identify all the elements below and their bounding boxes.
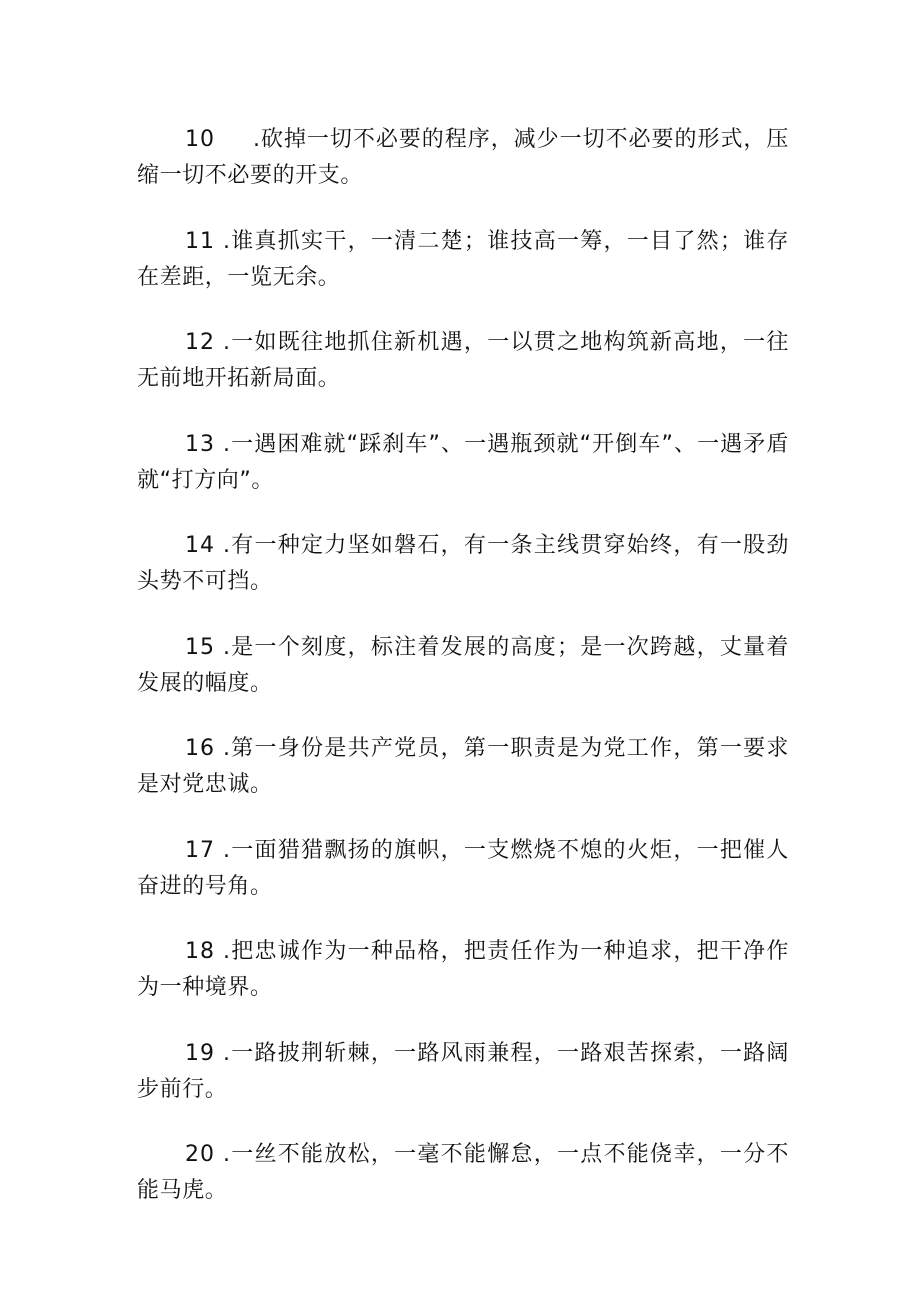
item-text: 把忠诚作为一种品格，把责任作为一种追求，把干净作为一种境界。 <box>137 939 789 1000</box>
item-text: 一路披荆斩棘，一路风雨兼程，一路艰苦探索，一路阔步前行。 <box>137 1040 789 1102</box>
item-separator: . <box>223 533 231 558</box>
list-item <box>137 1036 789 1108</box>
item-separator: . <box>223 939 231 964</box>
item-number: 12 <box>185 330 215 355</box>
list-item <box>137 325 789 397</box>
list-item <box>137 528 789 600</box>
item-separator: . <box>223 1040 231 1066</box>
item-text: 一如既往地抓住新机遇，一以贯之地构筑新高地，一往无前地开拓新局面。 <box>137 330 789 391</box>
item-separator: . <box>253 127 261 152</box>
item-number: 17 <box>185 837 215 863</box>
item-text: 有一种定力坚如磐石，有一条主线贯穿始终，有一股劲头势不可挡。 <box>137 533 789 594</box>
item-separator: . <box>223 228 231 254</box>
item-text: 砍掉一切不必要的程序，减少一切不必要的形式，压缩一切不必要的开支。 <box>137 127 789 188</box>
list-item <box>137 833 789 905</box>
numbered-list <box>137 100 789 1239</box>
item-text: 第一身份是共产党员，第一职责是为党工作，第一要求是对党忠诚。 <box>137 736 789 797</box>
list-item <box>137 934 789 1006</box>
item-separator: . <box>223 1142 231 1167</box>
item-separator: . <box>223 330 231 355</box>
list-item <box>137 731 789 803</box>
item-separator: . <box>223 837 231 863</box>
item-number: 14 <box>185 533 215 558</box>
item-number: 15 <box>185 634 215 660</box>
item-text: 谁真抓实干，一清二楚；谁技高一筹，一目了然；谁存在差距，一览无余。 <box>137 228 789 290</box>
item-separator: . <box>223 634 231 660</box>
item-number: 19 <box>185 1040 215 1066</box>
item-number: 10 <box>185 127 215 152</box>
item-number: 18 <box>185 939 215 964</box>
item-separator: . <box>223 736 231 761</box>
list-item <box>137 427 789 499</box>
item-separator: . <box>223 431 231 457</box>
item-number: 13 <box>185 431 215 457</box>
item-text: 一遇困难就“踩刹车”、一遇瓶颈就“开倒车”、一遇矛盾就“打方向”。 <box>137 431 789 493</box>
item-number: 20 <box>185 1142 215 1167</box>
list-item <box>137 122 789 194</box>
item-text: 一面猎猎飘扬的旗帜，一支燃烧不熄的火炬，一把催人奋进的号角。 <box>137 837 789 899</box>
list-item <box>137 1137 789 1209</box>
list-item <box>137 224 789 296</box>
item-text: 是一个刻度，标注着发展的高度；是一次跨越，丈量着发展的幅度。 <box>137 634 789 696</box>
list-item <box>137 630 789 702</box>
item-text: 一丝不能放松，一毫不能懈怠，一点不能侥幸，一分不能马虎。 <box>137 1142 789 1203</box>
item-number: 11 <box>185 228 215 254</box>
item-number: 16 <box>185 736 215 761</box>
